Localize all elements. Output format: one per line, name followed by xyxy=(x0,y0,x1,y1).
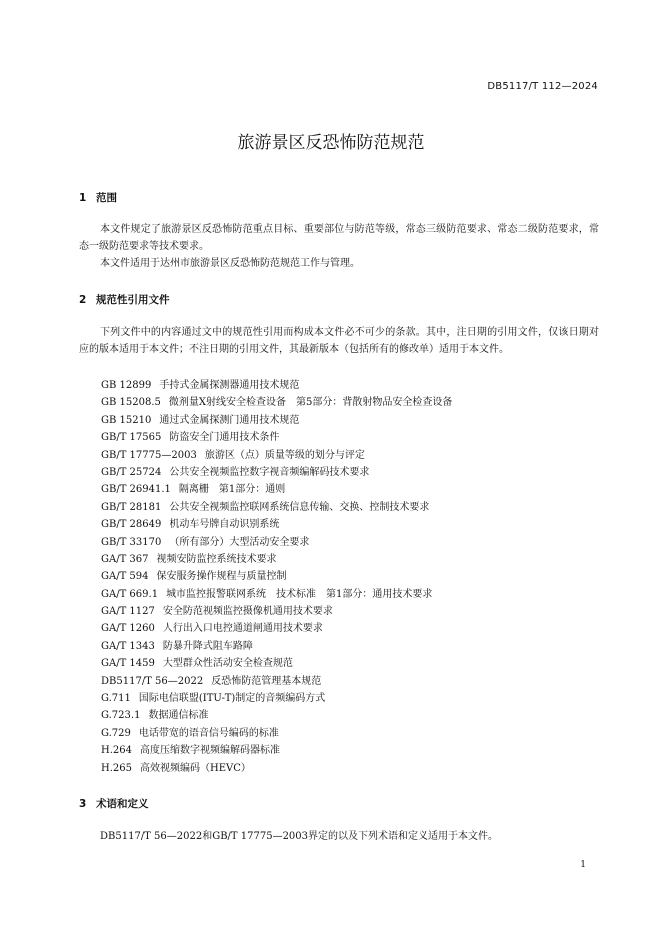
reference-item xyxy=(101,620,452,637)
reference-code: GB/T 25724 xyxy=(101,466,162,478)
reference-item xyxy=(101,707,452,724)
reference-item xyxy=(101,603,452,620)
reference-code: GB/T 33170 xyxy=(101,536,162,548)
reference-title: （所有部分）大型活动安全要求 xyxy=(169,536,310,548)
header-doc-code: DB5117/T 112—2024 xyxy=(487,81,598,92)
reference-code: G.711 xyxy=(101,693,131,705)
reference-code: DB5117/T 56—2022 xyxy=(101,675,204,687)
reference-title: 旅游区（点）质量等级的划分与评定 xyxy=(204,449,365,461)
reference-item xyxy=(101,551,452,568)
reference-title: 人行出入口电控通道闸通用技术要求 xyxy=(162,623,323,635)
reference-item xyxy=(101,760,452,777)
section-1-paragraph-1: 本文件规定了旅游景区反恐怖防范重点目标、重要部位与防范等级，常态三级防范要求、常态二级防范要求，常态一级防范要求等技术要求。 xyxy=(79,224,599,252)
reference-title: 视频安防监控系统技术要求 xyxy=(156,553,277,565)
reference-item xyxy=(101,638,452,655)
reference-item xyxy=(101,394,452,411)
reference-code: H.264 xyxy=(101,745,132,757)
reference-item xyxy=(101,725,452,742)
reference-code: GA/T 669.1 xyxy=(101,588,159,600)
reference-code: GB/T 26941.1 xyxy=(101,484,171,496)
reference-title: 保安服务操作规程与质量控制 xyxy=(156,571,287,583)
section-number: 2 xyxy=(79,294,87,306)
reference-title: 数据通信标准 xyxy=(148,710,209,722)
reference-title: 电话带宽的语音信号编码的标准 xyxy=(138,727,279,739)
reference-title: 安全防范视频监控摄像机通用技术要求 xyxy=(162,606,333,618)
section-title: 术语和定义 xyxy=(96,798,149,810)
reference-code: GB/T 28649 xyxy=(101,519,162,531)
reference-item xyxy=(101,673,452,690)
reference-item xyxy=(101,499,452,516)
reference-code: G.723.1 xyxy=(101,710,141,722)
reference-item xyxy=(101,568,452,585)
document-title: 旅游景区反恐怖防范规范 xyxy=(237,133,425,153)
reference-item xyxy=(101,534,452,551)
reference-title: 隔离栅 第1部分：通则 xyxy=(178,484,286,496)
reference-item xyxy=(101,655,452,672)
reference-title: 高效视频编码（HEVC） xyxy=(140,762,251,774)
reference-title: 手持式金属探测器通用技术规范 xyxy=(159,380,300,391)
reference-code: GA/T 594 xyxy=(101,571,149,583)
page-number: 1 xyxy=(580,860,586,870)
section-2-paragraph-1: 下列文件中的内容通过文中的规范性引用而构成本文件必不可少的条款。其中，注日期的引用文件，仅该日期对应的版本适用于本文件；不注日期的引用文件，其最新版本（包括所有的修改单）适用于本文件。 xyxy=(79,327,599,355)
reference-code: GB 15210 xyxy=(101,414,152,426)
reference-code: GB 12899 xyxy=(101,380,152,391)
section-1-paragraph-2: 本文件适用于达州市旅游景区反恐怖防范规范工作与管理。 xyxy=(100,258,360,269)
reference-title: 大型群众性活动安全检查规范 xyxy=(162,658,293,670)
section-number: 3 xyxy=(79,798,87,810)
reference-item xyxy=(101,429,452,446)
reference-code: GA/T 1127 xyxy=(101,606,155,618)
section-3-heading xyxy=(79,796,149,811)
reference-item xyxy=(101,586,452,603)
reference-code: GA/T 1260 xyxy=(101,623,155,635)
reference-title: 通过式金属探测门通用技术规范 xyxy=(159,414,300,426)
reference-code: G.729 xyxy=(101,727,131,739)
reference-code: GB 15208.5 xyxy=(101,397,161,409)
reference-item xyxy=(101,464,452,481)
reference-code: GB/T 28181 xyxy=(101,501,162,513)
reference-title: 反恐怖防范管理基本规范 xyxy=(211,675,322,687)
reference-code: GA/T 1459 xyxy=(101,658,155,670)
reference-code: GB/T 17565 xyxy=(101,432,162,444)
section-2-heading xyxy=(79,292,170,307)
section-title: 范围 xyxy=(96,192,117,204)
section-number: 1 xyxy=(79,192,87,204)
reference-code: H.265 xyxy=(101,762,132,774)
reference-item xyxy=(101,516,452,533)
reference-title: 防暴升降式阻车路障 xyxy=(162,640,253,652)
reference-item xyxy=(101,690,452,707)
reference-title: 公共安全视频监控联网系统信息传输、交换、控制技术要求 xyxy=(169,501,430,513)
reference-title: 城市监控报警联网系统 技术标准 第1部分：通用技术要求 xyxy=(166,588,433,600)
reference-code: GA/T 367 xyxy=(101,553,149,565)
reference-title: 机动车号牌自动识别系统 xyxy=(169,519,280,531)
reference-title: 国际电信联盟(ITU-T)制定的音频编码方式 xyxy=(138,693,326,705)
reference-item xyxy=(101,377,452,394)
reference-item xyxy=(101,481,452,498)
reference-title: 高度压缩数字视频编解码器标准 xyxy=(140,745,280,757)
reference-title: 微剂量X射线安全检查设备 第5部分：背散射物品安全检查设备 xyxy=(168,397,453,409)
reference-code: GA/T 1343 xyxy=(101,640,155,652)
reference-item xyxy=(101,447,452,464)
section-3-paragraph-1: DB5117/T 56—2022和GB/T 17775—2003界定的以及下列术语和定义适用于本文件。 xyxy=(100,831,499,842)
reference-title: 防盗安全门通用技术条件 xyxy=(169,432,280,444)
section-title: 规范性引用文件 xyxy=(96,294,170,306)
section-1-heading xyxy=(79,190,117,205)
normative-references-list xyxy=(101,377,452,777)
reference-item xyxy=(101,412,452,429)
reference-title: 公共安全视频监控数字视音频编解码技术要求 xyxy=(169,466,370,478)
reference-item xyxy=(101,742,452,759)
reference-code: GB/T 17775—2003 xyxy=(101,449,197,461)
